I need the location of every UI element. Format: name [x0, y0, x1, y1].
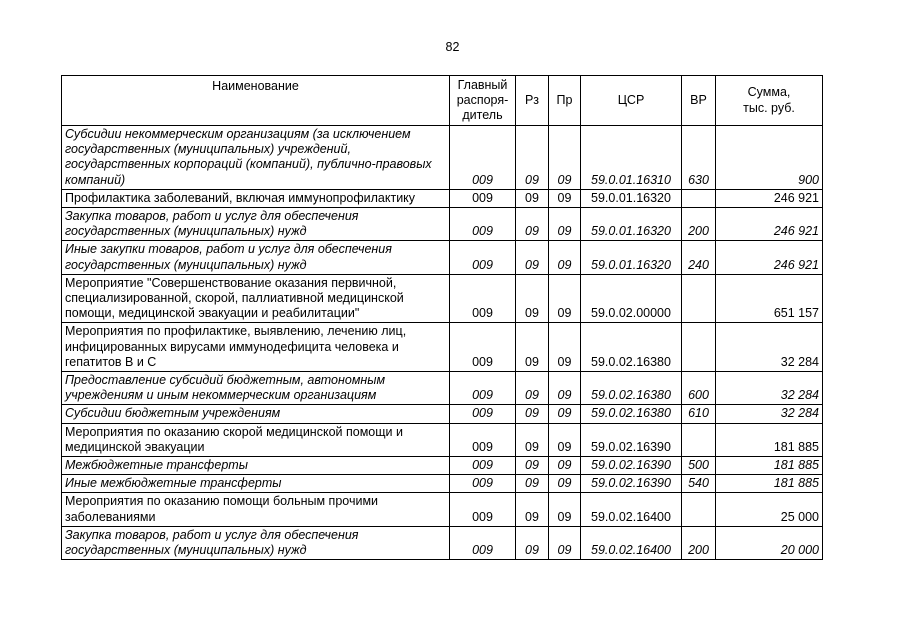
row-target-article: 59.0.02.16390 — [581, 457, 682, 475]
row-section: 09 — [516, 423, 549, 456]
row-subsection: 09 — [549, 323, 581, 372]
row-target-article: 59.0.02.16390 — [581, 475, 682, 493]
header-subsection: Пр — [549, 76, 581, 126]
row-name: Мероприятие "Совершенствование оказания первичной, специализированной, скорой, паллиативной медицинской помощи, медицинской эвакуации и реабилитации" — [62, 274, 450, 323]
row-section: 09 — [516, 475, 549, 493]
row-subsection: 09 — [549, 423, 581, 456]
row-name: Иные закупки товаров, работ и услуг для обеспечения государственных (муниципальных) нужд — [62, 241, 450, 274]
row-subsection: 09 — [549, 457, 581, 475]
row-admin: 009 — [450, 405, 516, 423]
row-name: Субсидии бюджетным учреждениям — [62, 405, 450, 423]
table-row — [62, 241, 823, 274]
row-target-article: 59.0.01.16320 — [581, 241, 682, 274]
row-subsection: 09 — [549, 475, 581, 493]
row-subsection: 09 — [549, 208, 581, 241]
row-section: 09 — [516, 457, 549, 475]
row-admin: 009 — [450, 526, 516, 559]
row-sum: 32 284 — [716, 323, 823, 372]
row-admin: 009 — [450, 274, 516, 323]
row-expense-type: 500 — [682, 457, 716, 475]
row-admin: 009 — [450, 126, 516, 190]
row-expense-type — [682, 493, 716, 526]
table-header — [62, 76, 823, 126]
row-section: 09 — [516, 274, 549, 323]
row-subsection: 09 — [549, 493, 581, 526]
row-expense-type: 240 — [682, 241, 716, 274]
row-target-article: 59.0.02.00000 — [581, 274, 682, 323]
row-sum: 32 284 — [716, 405, 823, 423]
row-sum: 246 921 — [716, 189, 823, 207]
row-admin: 009 — [450, 493, 516, 526]
row-admin: 009 — [450, 423, 516, 456]
row-section: 09 — [516, 189, 549, 207]
row-name: Предоставление субсидий бюджетным, автономным учреждениям и иным некоммерческим организациям — [62, 372, 450, 405]
row-sum: 181 885 — [716, 423, 823, 456]
header-admin-line-1: Главный — [457, 77, 508, 92]
row-sum: 20 000 — [716, 526, 823, 559]
row-expense-type: 610 — [682, 405, 716, 423]
row-admin: 009 — [450, 372, 516, 405]
row-subsection: 09 — [549, 126, 581, 190]
row-sum: 651 157 — [716, 274, 823, 323]
row-section: 09 — [516, 208, 549, 241]
row-expense-type — [682, 423, 716, 456]
row-sum: 246 921 — [716, 241, 823, 274]
row-admin: 009 — [450, 189, 516, 207]
table-body — [62, 126, 823, 560]
row-target-article: 59.0.02.16400 — [581, 526, 682, 559]
header-admin-line-3: дитель — [462, 108, 503, 123]
row-target-article: 59.0.02.16380 — [581, 405, 682, 423]
row-name: Профилактика заболеваний, включая иммунопрофилактику — [62, 189, 450, 207]
row-admin: 009 — [450, 323, 516, 372]
row-name: Мероприятия по профилактике, выявлению, лечению лиц, инфицированных вирусами иммунодефицита человека и гепатитов В и С — [62, 323, 450, 372]
row-expense-type: 630 — [682, 126, 716, 190]
row-section: 09 — [516, 405, 549, 423]
table-row — [62, 189, 823, 207]
row-name: Закупка товаров, работ и услуг для обеспечения государственных (муниципальных) нужд — [62, 526, 450, 559]
header-chief-administrator — [450, 76, 516, 126]
row-section: 09 — [516, 372, 549, 405]
row-expense-type: 200 — [682, 526, 716, 559]
budget-table — [61, 75, 823, 560]
header-name: Наименование — [62, 76, 450, 126]
row-target-article: 59.0.02.16380 — [581, 372, 682, 405]
row-admin: 009 — [450, 241, 516, 274]
row-subsection: 09 — [549, 372, 581, 405]
row-section: 09 — [516, 493, 549, 526]
row-admin: 009 — [450, 208, 516, 241]
table-row — [62, 126, 823, 190]
row-name: Мероприятия по оказанию скорой медицинской помощи и медицинской эвакуации — [62, 423, 450, 456]
table-row — [62, 405, 823, 423]
row-subsection: 09 — [549, 189, 581, 207]
row-expense-type — [682, 189, 716, 207]
row-target-article: 59.0.01.16320 — [581, 208, 682, 241]
page-number: 82 — [445, 40, 460, 54]
header-sum-line-2: тыс. руб. — [743, 100, 795, 115]
header-section: Рз — [516, 76, 549, 126]
row-target-article: 59.0.01.16320 — [581, 189, 682, 207]
row-sum: 25 000 — [716, 493, 823, 526]
row-name: Иные межбюджетные трансферты — [62, 475, 450, 493]
row-target-article: 59.0.02.16390 — [581, 423, 682, 456]
row-expense-type: 600 — [682, 372, 716, 405]
row-sum: 900 — [716, 126, 823, 190]
row-section: 09 — [516, 323, 549, 372]
row-expense-type — [682, 323, 716, 372]
row-name: Мероприятия по оказанию помощи больным прочими заболеваниями — [62, 493, 450, 526]
table-row — [62, 493, 823, 526]
table-row — [62, 323, 823, 372]
table-row — [62, 423, 823, 456]
row-expense-type: 200 — [682, 208, 716, 241]
row-target-article: 59.0.01.16310 — [581, 126, 682, 190]
row-sum: 246 921 — [716, 208, 823, 241]
header-admin-line-2: распоря- — [456, 92, 509, 107]
row-expense-type: 540 — [682, 475, 716, 493]
row-sum: 181 885 — [716, 457, 823, 475]
row-name: Межбюджетные трансферты — [62, 457, 450, 475]
row-admin: 009 — [450, 475, 516, 493]
row-target-article: 59.0.02.16400 — [581, 493, 682, 526]
row-section: 09 — [516, 126, 549, 190]
header-sum-line-1: Сумма, — [747, 85, 791, 100]
row-name: Субсидии некоммерческим организациям (за исключением государственных (муниципальных) учреждений, государственных корпораций (компаний), публично-правовых компаний) — [62, 126, 450, 190]
row-section: 09 — [516, 526, 549, 559]
header-target-article: ЦСР — [581, 76, 682, 126]
row-sum: 32 284 — [716, 372, 823, 405]
row-target-article: 59.0.02.16380 — [581, 323, 682, 372]
table-row — [62, 208, 823, 241]
row-expense-type — [682, 274, 716, 323]
table-row — [62, 526, 823, 559]
row-name: Закупка товаров, работ и услуг для обеспечения государственных (муниципальных) нужд — [62, 208, 450, 241]
row-subsection: 09 — [549, 526, 581, 559]
row-subsection: 09 — [549, 405, 581, 423]
table-row — [62, 457, 823, 475]
header-expense-type: ВР — [682, 76, 716, 126]
row-section: 09 — [516, 241, 549, 274]
header-sum — [716, 76, 823, 126]
row-sum: 181 885 — [716, 475, 823, 493]
row-subsection: 09 — [549, 274, 581, 323]
row-subsection: 09 — [549, 241, 581, 274]
table-row — [62, 372, 823, 405]
table-row — [62, 475, 823, 493]
table-row — [62, 274, 823, 323]
row-admin: 009 — [450, 457, 516, 475]
